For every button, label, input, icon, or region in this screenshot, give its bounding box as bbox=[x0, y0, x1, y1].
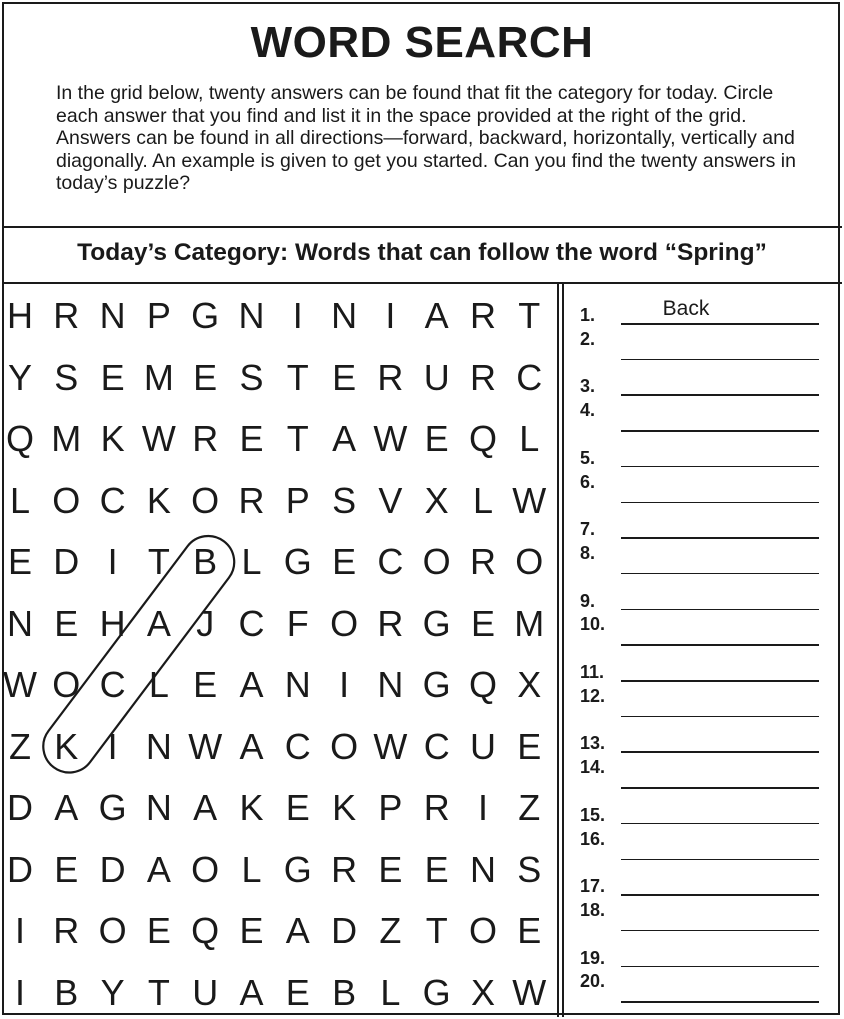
grid-letter[interactable]: C bbox=[99, 664, 126, 705]
grid-letter[interactable]: T bbox=[425, 910, 448, 951]
answer-number: 7. bbox=[580, 519, 596, 540]
grid-letter[interactable]: I bbox=[107, 541, 118, 582]
grid-letter[interactable]: D bbox=[331, 910, 358, 951]
grid-letter[interactable]: R bbox=[423, 787, 450, 828]
category-divider bbox=[2, 282, 842, 284]
grid-letter[interactable]: M bbox=[51, 418, 82, 459]
answer-number: 17. bbox=[580, 876, 606, 897]
grid-letter[interactable]: E bbox=[332, 541, 357, 582]
grid-letter[interactable]: S bbox=[54, 356, 79, 398]
grid-letter[interactable]: A bbox=[332, 418, 357, 459]
grid-letter[interactable]: S bbox=[517, 848, 542, 890]
answer-number: 1. bbox=[580, 305, 596, 325]
grid-letter[interactable]: O bbox=[330, 602, 359, 644]
grid-letter[interactable]: E bbox=[193, 356, 218, 398]
grid-letter[interactable]: G bbox=[422, 664, 451, 705]
grid-letter[interactable]: F bbox=[286, 602, 309, 644]
grid-letter[interactable]: K bbox=[100, 418, 125, 459]
grid-letter[interactable]: D bbox=[53, 541, 80, 582]
answer-blank[interactable] bbox=[621, 930, 819, 932]
grid-letter[interactable]: Q bbox=[5, 418, 34, 459]
grid-letter[interactable]: C bbox=[99, 479, 126, 521]
answer-text: Back bbox=[662, 297, 710, 320]
grid-letter[interactable]: I bbox=[14, 910, 25, 951]
instructions-text: In the grid below, twenty answers can be found that fit the category for today. Circle each answer that you find and list it in the space provided at the right of the grid. Answers can be found in all directions—forward, backward, horizontally, vertically and diagonally. An example is given to get you started. Can you find the twenty answers in today’s puzzle? bbox=[56, 82, 796, 194]
grid-letter[interactable]: W bbox=[3, 664, 37, 705]
answer-number: 15. bbox=[580, 804, 606, 825]
grid-letter[interactable]: L bbox=[380, 971, 401, 1013]
category-label: Today’s Category: Words that can follow the word “Spring” bbox=[77, 239, 767, 266]
grid-letter[interactable]: E bbox=[424, 848, 449, 890]
grid-letter[interactable]: A bbox=[285, 910, 310, 951]
answer-blank[interactable] bbox=[621, 823, 819, 825]
grid-letter[interactable]: E bbox=[146, 910, 171, 951]
answer-number: 12. bbox=[580, 685, 606, 706]
grid-letter[interactable]: K bbox=[146, 479, 171, 521]
grid-letter[interactable]: N bbox=[7, 602, 33, 644]
grid-letter[interactable]: R bbox=[470, 356, 496, 398]
grid-letter[interactable]: L bbox=[472, 479, 494, 521]
grid-letter[interactable]: I bbox=[14, 971, 25, 1013]
answer-number: 2. bbox=[580, 328, 596, 349]
grid-letter[interactable]: L bbox=[241, 541, 262, 582]
grid-letter[interactable]: O bbox=[52, 664, 81, 705]
grid-letter[interactable]: O bbox=[191, 479, 220, 521]
grid-letter[interactable]: W bbox=[512, 971, 547, 1013]
grid-letter[interactable]: I bbox=[477, 787, 488, 828]
grid-letter[interactable]: E bbox=[378, 848, 403, 890]
grid-letter[interactable]: W bbox=[188, 725, 223, 767]
grid-letter[interactable]: N bbox=[331, 295, 358, 336]
grid-letter[interactable]: E bbox=[239, 418, 264, 459]
grid-letter[interactable]: R bbox=[238, 479, 265, 521]
grid-letter[interactable]: I bbox=[339, 664, 350, 705]
answer-blank[interactable] bbox=[621, 359, 819, 361]
grid-letter[interactable]: X bbox=[517, 664, 542, 705]
answer-blank[interactable] bbox=[621, 751, 819, 753]
grid-letter[interactable]: T bbox=[286, 356, 309, 398]
grid-letter[interactable]: G bbox=[98, 787, 127, 828]
grid-letter[interactable]: Z bbox=[9, 725, 31, 767]
grid-letter[interactable]: N bbox=[470, 848, 496, 890]
answer-blank[interactable] bbox=[621, 787, 819, 789]
answer-number: 4. bbox=[580, 400, 596, 421]
grid-letter[interactable]: A bbox=[146, 848, 171, 890]
grid-letter[interactable]: A bbox=[239, 971, 264, 1013]
grid-letter[interactable]: E bbox=[285, 787, 310, 828]
grid-letter[interactable]: A bbox=[239, 664, 264, 705]
grid-letter[interactable]: E bbox=[332, 356, 357, 398]
answer-blank[interactable] bbox=[621, 430, 819, 432]
answer-blank[interactable] bbox=[621, 680, 819, 682]
grid-letter[interactable]: S bbox=[239, 356, 264, 398]
answer-number: 20. bbox=[580, 971, 606, 992]
grid-letter[interactable]: N bbox=[145, 725, 172, 767]
grid-letter[interactable]: G bbox=[283, 848, 312, 890]
grid-letter[interactable]: P bbox=[146, 295, 171, 336]
grid-letter[interactable]: Q bbox=[468, 664, 497, 705]
grid-letter[interactable]: G bbox=[422, 971, 451, 1013]
grid-letter[interactable]: N bbox=[145, 787, 172, 828]
grid-letter[interactable]: C bbox=[377, 541, 404, 582]
grid-letter[interactable]: A bbox=[193, 787, 218, 828]
grid-letter[interactable]: Y bbox=[7, 356, 32, 398]
grid-letter[interactable]: K bbox=[239, 787, 264, 828]
answer-number: 18. bbox=[580, 899, 606, 920]
grid-letter[interactable]: G bbox=[191, 295, 220, 336]
grid-letter[interactable]: G bbox=[422, 602, 451, 644]
grid-letter[interactable]: D bbox=[7, 848, 33, 890]
answer-number: 3. bbox=[580, 376, 596, 397]
grid-divider-inner bbox=[562, 284, 564, 1017]
answer-blank[interactable] bbox=[621, 502, 819, 504]
grid-letter[interactable]: B bbox=[193, 541, 218, 582]
grid-letter[interactable]: M bbox=[143, 356, 174, 398]
answer-blank[interactable] bbox=[621, 644, 819, 646]
header-divider bbox=[2, 226, 842, 228]
grid-letter[interactable]: O bbox=[330, 725, 359, 767]
grid-letter[interactable]: C bbox=[423, 725, 450, 767]
grid-letter[interactable]: K bbox=[54, 725, 79, 767]
grid-letter[interactable]: I bbox=[385, 295, 396, 336]
grid-letter[interactable]: U bbox=[423, 356, 450, 398]
grid-letter[interactable]: Q bbox=[191, 910, 220, 951]
grid-letter[interactable]: I bbox=[107, 725, 118, 767]
grid-letter[interactable]: O bbox=[422, 541, 451, 582]
answer-number: 11. bbox=[580, 662, 605, 682]
puzzle-title: WORD SEARCH bbox=[250, 18, 594, 67]
grid-letter[interactable]: B bbox=[54, 971, 79, 1013]
answer-blank[interactable] bbox=[621, 573, 819, 575]
grid-letter[interactable]: E bbox=[7, 541, 32, 582]
answer-blank[interactable] bbox=[621, 466, 819, 468]
grid-letter[interactable]: R bbox=[377, 602, 404, 644]
grid-letter[interactable]: T bbox=[286, 418, 309, 459]
grid-letter[interactable]: L bbox=[241, 848, 262, 890]
answer-number: 10. bbox=[580, 614, 606, 635]
grid-divider bbox=[557, 284, 559, 1017]
grid-letter[interactable]: M bbox=[514, 602, 545, 644]
answer-blank[interactable] bbox=[621, 716, 819, 718]
grid-letter[interactable]: W bbox=[141, 418, 176, 459]
grid-letter[interactable]: E bbox=[517, 725, 542, 767]
grid-letter[interactable]: A bbox=[54, 787, 79, 828]
grid-letter[interactable]: R bbox=[192, 418, 219, 459]
grid-letter[interactable]: R bbox=[53, 910, 80, 951]
grid-letter[interactable]: U bbox=[470, 725, 496, 767]
grid-letter[interactable]: E bbox=[239, 910, 264, 951]
grid-letter[interactable]: P bbox=[285, 479, 310, 521]
grid-letter[interactable]: D bbox=[7, 787, 33, 828]
answer-blank[interactable] bbox=[621, 859, 819, 861]
grid-letter[interactable]: K bbox=[332, 787, 357, 828]
grid-letter[interactable]: I bbox=[292, 295, 303, 336]
grid-letter[interactable]: H bbox=[7, 295, 33, 336]
grid-letter[interactable]: T bbox=[518, 295, 541, 336]
grid-letter[interactable]: Y bbox=[100, 971, 125, 1013]
grid-letter[interactable]: B bbox=[332, 971, 357, 1013]
grid-letter[interactable]: E bbox=[424, 418, 449, 459]
grid-letter[interactable]: H bbox=[99, 602, 126, 644]
grid-letter[interactable]: E bbox=[54, 848, 79, 890]
answer-blank[interactable] bbox=[621, 1001, 819, 1003]
grid-letter[interactable]: T bbox=[147, 541, 170, 582]
grid-letter[interactable]: S bbox=[332, 479, 357, 521]
grid-letter[interactable]: E bbox=[285, 971, 310, 1013]
answer-number: 5. bbox=[580, 447, 596, 468]
grid-letter[interactable]: N bbox=[377, 664, 404, 705]
grid-letter[interactable]: E bbox=[54, 602, 79, 644]
answer-blank[interactable] bbox=[621, 894, 819, 896]
grid-letter[interactable]: X bbox=[470, 971, 495, 1013]
grid-letter[interactable]: C bbox=[284, 725, 311, 767]
grid-letter[interactable]: N bbox=[238, 295, 265, 336]
grid-letter[interactable]: W bbox=[373, 725, 408, 767]
grid-letter[interactable]: E bbox=[470, 602, 495, 644]
answer-number: 19. bbox=[580, 947, 606, 968]
grid-letter[interactable]: O bbox=[98, 910, 127, 951]
grid-letter[interactable]: D bbox=[99, 848, 126, 890]
grid-letter[interactable]: W bbox=[373, 418, 408, 459]
answer-number: 6. bbox=[580, 471, 596, 492]
grid-letter[interactable]: R bbox=[331, 848, 358, 890]
grid-letter[interactable]: O bbox=[468, 910, 497, 951]
answer-number: 8. bbox=[580, 542, 596, 563]
grid-letter[interactable]: O bbox=[52, 479, 81, 521]
grid-letter[interactable]: R bbox=[377, 356, 404, 398]
grid-letter[interactable]: Q bbox=[468, 418, 497, 459]
answer-blank[interactable] bbox=[621, 394, 819, 396]
grid-letter[interactable]: O bbox=[515, 541, 544, 582]
grid-letter[interactable]: C bbox=[238, 602, 265, 644]
grid-letter[interactable]: J bbox=[196, 602, 215, 644]
answer-blank[interactable] bbox=[621, 609, 819, 611]
answer-blank[interactable] bbox=[621, 323, 819, 325]
grid-letter[interactable]: G bbox=[283, 541, 312, 582]
answer-blank[interactable] bbox=[621, 537, 819, 539]
grid-letter[interactable]: C bbox=[516, 356, 543, 398]
grid-letter[interactable]: V bbox=[378, 479, 403, 521]
grid-letter[interactable]: R bbox=[53, 295, 80, 336]
grid-letter[interactable]: E bbox=[517, 910, 542, 951]
grid-letter[interactable]: O bbox=[191, 848, 220, 890]
grid-letter[interactable]: R bbox=[470, 295, 496, 336]
grid-letter[interactable]: R bbox=[470, 541, 496, 582]
grid-letter[interactable]: E bbox=[100, 356, 125, 398]
grid-letter[interactable]: P bbox=[378, 787, 403, 828]
grid-letter[interactable]: A bbox=[146, 602, 171, 644]
answer-number: 14. bbox=[580, 757, 606, 778]
grid-letter[interactable]: L bbox=[519, 418, 540, 459]
grid-letter[interactable]: W bbox=[512, 479, 547, 521]
answer-number: 9. bbox=[580, 590, 596, 611]
answer-number: 13. bbox=[580, 733, 606, 754]
answer-blank[interactable] bbox=[621, 966, 819, 968]
grid-letter[interactable]: N bbox=[284, 664, 311, 705]
grid-letter[interactable]: T bbox=[147, 971, 170, 1013]
grid-letter[interactable]: L bbox=[148, 664, 169, 705]
grid-letter[interactable]: A bbox=[239, 725, 264, 767]
grid-letter[interactable]: U bbox=[192, 971, 219, 1013]
answer-number: 16. bbox=[580, 828, 606, 849]
grid-letter[interactable]: Z bbox=[518, 787, 541, 828]
grid-letter[interactable]: L bbox=[9, 479, 31, 521]
grid-letter[interactable]: X bbox=[424, 479, 449, 521]
grid-letter[interactable]: N bbox=[99, 295, 126, 336]
grid-letter[interactable]: A bbox=[424, 295, 449, 336]
grid-letter[interactable]: Z bbox=[379, 910, 402, 951]
grid-letter[interactable]: E bbox=[193, 664, 218, 705]
